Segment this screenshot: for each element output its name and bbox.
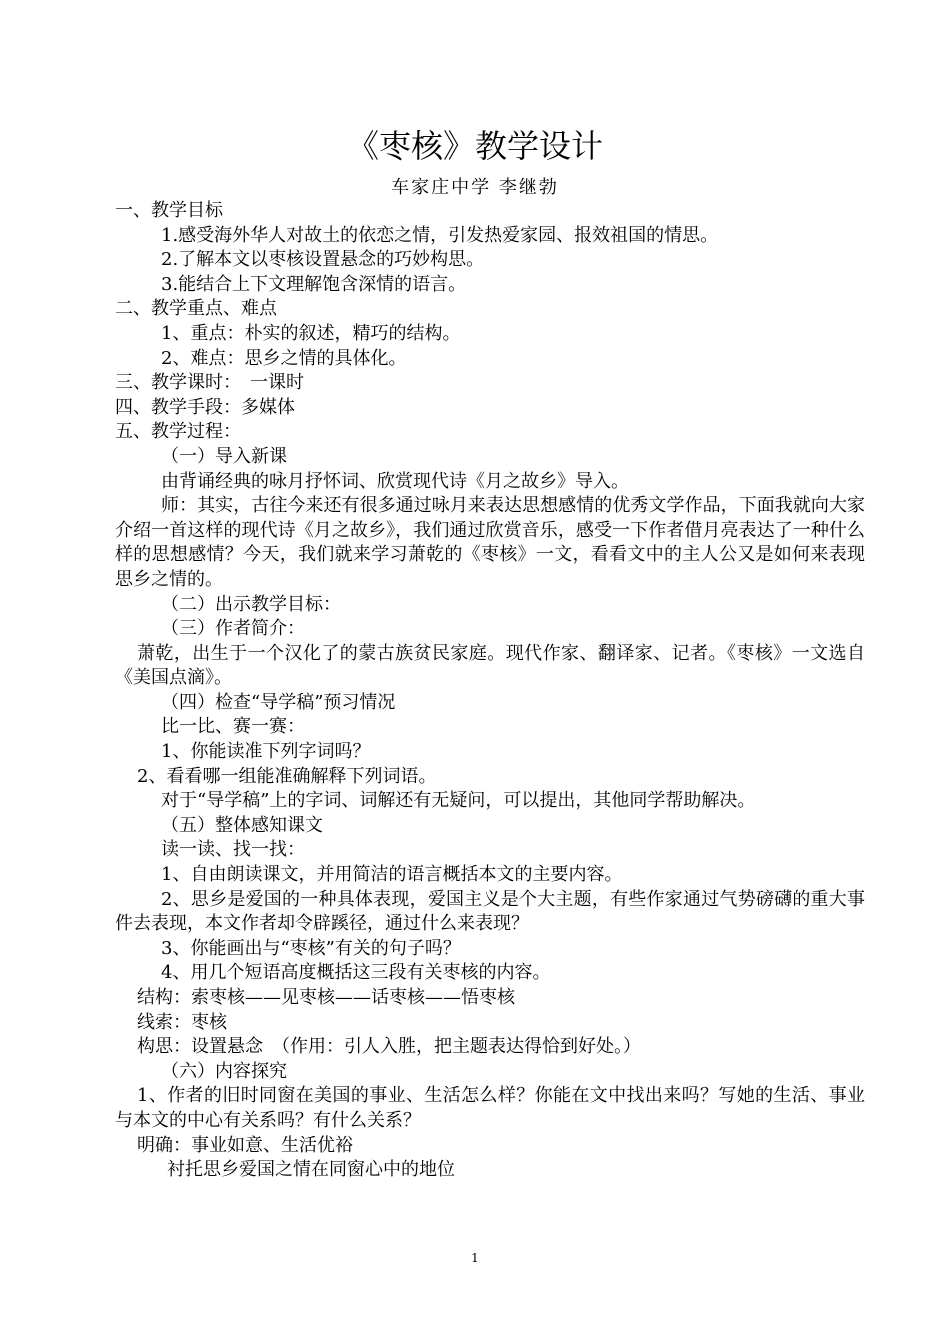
paragraph: 3.能结合上下文理解饱含深情的语言。 bbox=[161, 273, 467, 295]
paragraph: 由背诵经典的咏月抒怀词、欣赏现代诗《月之故乡》导入。 bbox=[161, 470, 629, 492]
subsection-heading: （三）作者简介： bbox=[161, 618, 305, 640]
paragraph: 3、你能画出与“枣核”有关的句子吗？ bbox=[161, 937, 461, 959]
subsection-heading: （六）内容探究 bbox=[161, 1060, 287, 1082]
paragraph: 比一比、赛一赛： bbox=[161, 716, 305, 738]
paragraph: 明确：事业如意、生活优裕 bbox=[137, 1134, 353, 1156]
paragraph: 1、自由朗读课文，并用简洁的语言概括本文的主要内容。 bbox=[161, 864, 623, 886]
paragraph: 读一读、找一找： bbox=[161, 839, 305, 861]
paragraph: 1、作者的旧时同窗在美国的事业、生活怎么样？你能在文中找出来吗？写她的生活、事业与本文的中心有关系吗？有什么关系？ bbox=[115, 1085, 865, 1131]
paragraph: 结构：索枣核——见枣核——话枣核——悟枣核 bbox=[137, 987, 515, 1008]
subsection-heading: （二）出示教学目标： bbox=[161, 593, 341, 615]
author-line: 车家庄中学 李继勃 bbox=[391, 177, 559, 198]
document-body bbox=[115, 199, 865, 1183]
paragraph: 萧乾，出生于一个汉化了的蒙古族贫民家庭。现代作家、翻译家、记者。《枣核》一文选自《美国点滴》。 bbox=[115, 642, 865, 689]
paragraph: 对于“导学稿”上的字词、词解还有无疑问，可以提出，其他同学帮助解决。 bbox=[161, 790, 756, 812]
document-title: 《枣核》教学设计 bbox=[346, 127, 603, 165]
section-heading: 二、教学重点、难点 bbox=[115, 298, 277, 320]
subsection-heading: （四）检查“导学稿”预习情况 bbox=[161, 691, 396, 713]
paragraph: 衬托思乡爱国之情在同窗心中的地位 bbox=[167, 1159, 455, 1181]
paragraph: 2、思乡是爱国的一种具体表现，爱国主义是个大主题，有些作家通过气势磅礴的重大事件去表现，本文作者却令辟蹊径，通过什么来表现？ bbox=[115, 888, 865, 935]
paragraph: 构思：设置悬念 （作用：引人入胜，把主题表达得恰到好处。） bbox=[137, 1036, 641, 1058]
section-heading: 五、教学过程： bbox=[115, 421, 241, 443]
paragraph: 线索：枣核 bbox=[137, 1011, 227, 1033]
paragraph: 1、重点：朴实的叙述，精巧的结构。 bbox=[161, 322, 461, 344]
paragraph: 2、难点：思乡之情的具体化。 bbox=[161, 347, 407, 369]
section-heading: 四、教学手段：多媒体 bbox=[115, 396, 295, 418]
subsection-heading: （一）导入新课 bbox=[161, 445, 287, 467]
subsection-heading: （五）整体感知课文 bbox=[161, 814, 323, 836]
paragraph: 2.了解本文以枣核设置悬念的巧妙构思。 bbox=[161, 249, 485, 271]
section-heading: 三、教学课时： 一课时 bbox=[115, 372, 304, 394]
paragraph: 1、你能读准下列字词吗？ bbox=[161, 741, 371, 763]
section-heading: 一、教学目标 bbox=[115, 200, 223, 221]
paragraph: 1.感受海外华人对故土的依恋之情，引发热爱家园、报效祖国的情思。 bbox=[161, 224, 719, 246]
paragraph: 2、看看哪一组能准确解释下列词语。 bbox=[137, 765, 437, 787]
paragraph: 师：其实，古往今来还有很多通过咏月来表达思想感情的优秀文学作品，下面我就向大家介绍一首这样的现代诗《月之故乡》，我们通过欣赏音乐，感受一下作者借月亮表达了一种什么样的思想感情？今天，我们就来学习萧乾的《枣核》一文，看看文中的主人公又是如何来表现思乡之情的。 bbox=[115, 495, 865, 590]
paragraph: 4、用几个短语高度概括这三段有关枣核的内容。 bbox=[161, 962, 551, 984]
page-number: 1 bbox=[471, 1251, 479, 1265]
